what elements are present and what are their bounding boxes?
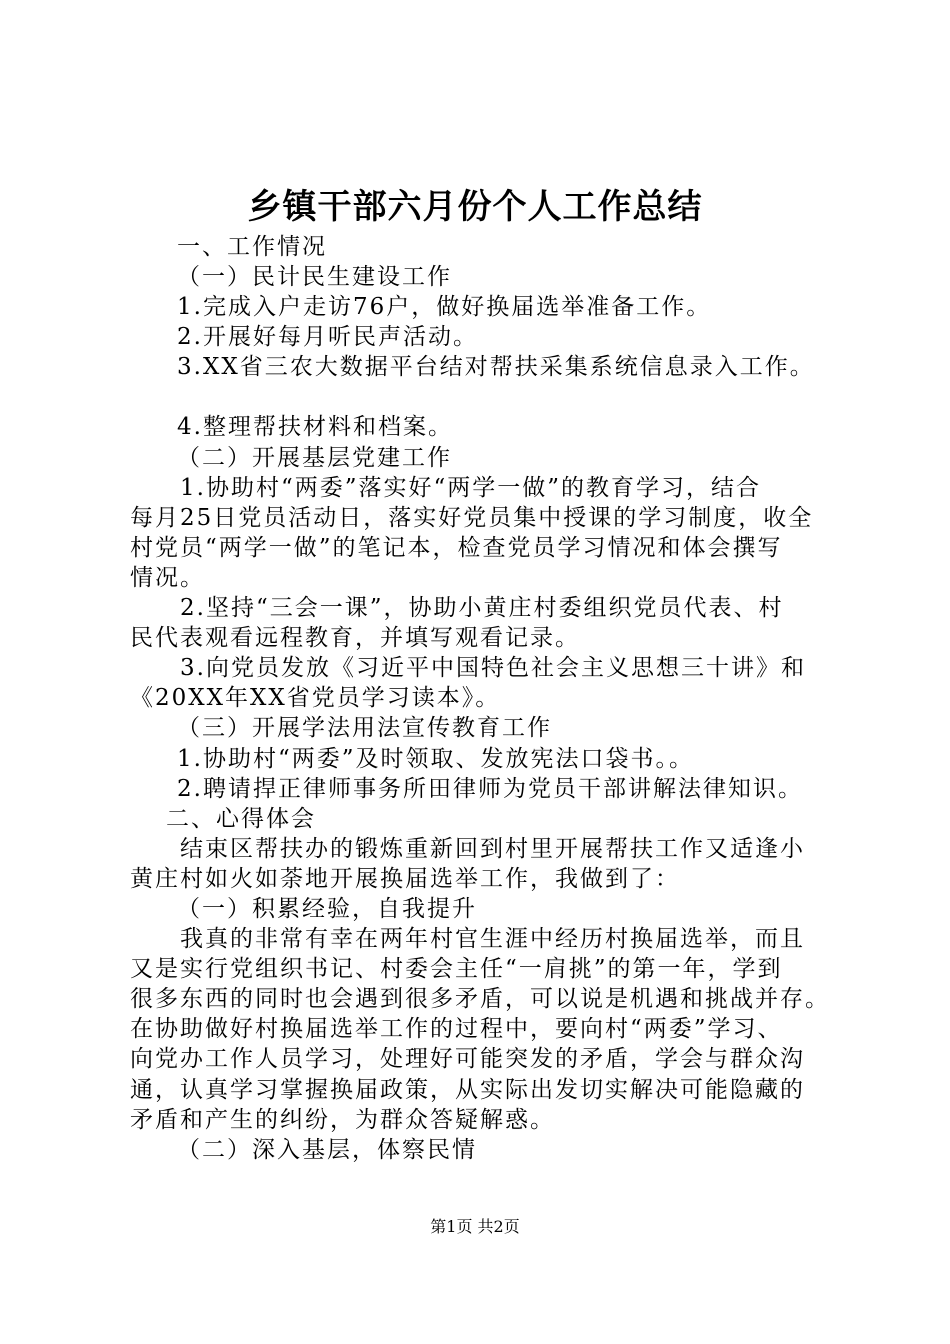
paragraph-line: 情况。	[130, 564, 205, 591]
subsection-heading: （二）开展基层党建工作	[177, 444, 452, 471]
subsection-heading: （一）积累经验，自我提升	[177, 895, 477, 922]
list-item: 3.XX省三农大数据平台结对帮扶采集系统信息录入工作。	[177, 354, 815, 381]
paragraph-line: 我真的非常有幸在两年村官生涯中经历村换届选举，而且	[180, 926, 805, 953]
subsection-heading: （二）深入基层，体察民情	[177, 1136, 477, 1163]
document-title: 乡镇干部六月份个人工作总结	[247, 187, 703, 227]
list-item: 1.完成入户走访76户，做好换届选举准备工作。	[177, 294, 712, 321]
paragraph-line: 2.坚持“三会一课”，协助小黄庄村委组织党员代表、村	[180, 595, 784, 622]
document-body	[130, 232, 835, 1165]
paragraph-line: 很多东西的同时也会遇到很多矛盾，可以说是机遇和挑战并存。	[130, 986, 830, 1013]
page-footer: 第1页 共2页	[430, 1217, 520, 1236]
subsection-heading: （三）开展学法用法宣传教育工作	[177, 715, 552, 742]
paragraph-line: 通，认真学习掌握换届政策，从实际出发切实解决可能隐藏的	[130, 1076, 805, 1103]
blank-line	[130, 382, 835, 412]
list-item: 2.开展好每月听民声活动。	[177, 324, 478, 351]
section-heading: 一、工作情况	[177, 234, 327, 260]
paragraph-line: 结束区帮扶办的锻炼重新回到村里开展帮扶工作又适逢小	[180, 835, 805, 862]
paragraph-line: 1.协助村“两委”落实好“两学一做”的教育学习，结合	[180, 474, 761, 501]
paragraph-line: 在协助做好村换届选举工作的过程中，要向村“两委”学习、	[130, 1016, 783, 1043]
paragraph-line: 又是实行党组织书记、村委会主任“一肩挑”的第一年，学到	[130, 956, 783, 983]
paragraph-line: 村党员“两学一做”的笔记本，检查党员学习情况和体会撰写	[130, 534, 783, 561]
paragraph-line: 民代表观看远程教育，并填写观看记录。	[130, 625, 580, 652]
list-item: 4.整理帮扶材料和档案。	[177, 414, 453, 441]
subsection-heading: （一）民计民生建设工作	[177, 264, 452, 291]
paragraph-line: 矛盾和产生的纠纷，为群众答疑解惑。	[130, 1106, 555, 1133]
paragraph-line: 向党办工作人员学习，处理好可能突发的矛盾，学会与群众沟	[130, 1046, 805, 1073]
list-item: 1.协助村“两委”及时领取、发放宪法口袋书。。	[177, 745, 694, 772]
list-item: 2.聘请捍正律师事务所田律师为党员干部讲解法律知识。	[177, 775, 803, 802]
paragraph-line: 3.向党员发放《习近平中国特色社会主义思想三十讲》和	[180, 655, 806, 682]
paragraph-line: 黄庄村如火如荼地开展换届选举工作，我做到了：	[130, 865, 680, 892]
paragraph-line: 《20XX年XX省党员学习读本》。	[130, 685, 501, 712]
section-heading: 二、心得体会	[166, 805, 316, 832]
paragraph-line: 每月25日党员活动日，落实好党员集中授课的学习制度，收全	[130, 504, 814, 531]
